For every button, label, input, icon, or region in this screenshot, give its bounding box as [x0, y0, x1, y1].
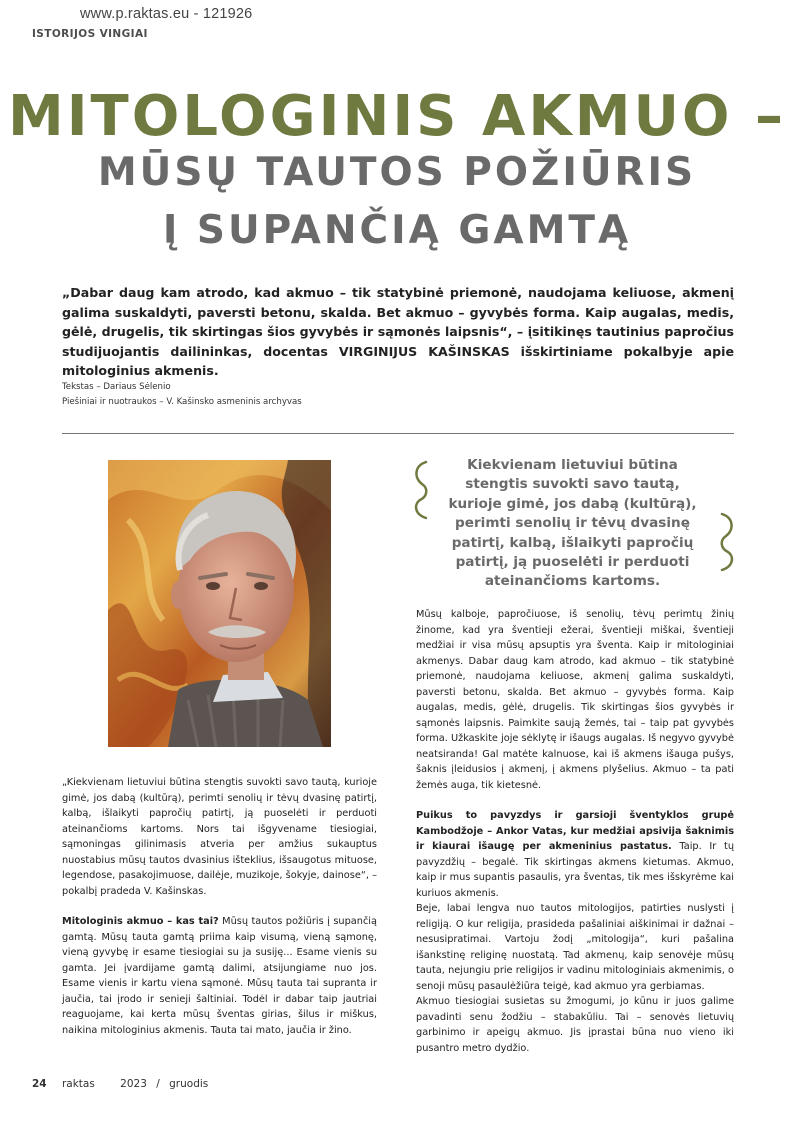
- left-paragraph-1: „Kiekvienam lietuviui būtina stengtis suvokti savo tautą, kurioje gimė, jos dabą (kultūrą), perimti senolių ir tėvų dvasinę patirtį, kalbą, išlaikyti papročių patirtį, ją puoselėti ir perduoti ateinančioms kartoms. Nors tai išgyvename tiesiogiai, sąmoningas gilinimasis atveria per amžius sukauptus nuostabius mūsų tautos dvasinius išteklius, išsaugotus mituose, legendose, pasakojimuose, dailėje, muzikoje, šokyje, dainose“, – pokalbį pradeda V. Kašinskas.: [62, 777, 377, 897]
- right-paragraph-2: [416, 808, 734, 901]
- divider: [62, 433, 734, 434]
- lead-name: VIRGINIJUS KAŠINSKAS: [338, 343, 510, 359]
- lead-text-after: išskirtiniame pokalbyje apie mitologinius akmenis.: [62, 343, 734, 378]
- quote-close-icon: [716, 512, 736, 572]
- credits: [62, 380, 302, 410]
- issue-year: 2023: [120, 1078, 147, 1090]
- pull-quote: Kiekvienam lietuviui būtina stengtis suvokti savo tautą, kurioje gimė, jos dabą (kultūrą), perimti senolių ir tėvų dvasinę patirtį, kalbą, išlaikyti papročių patirtį, ją puoselėti ir perduoti ateinančioms kartoms.: [448, 457, 697, 590]
- left-column: [62, 775, 377, 1038]
- issue-separator: /: [156, 1078, 160, 1090]
- right-paragraph-4: Akmuo tiesiogiai susietas su žmogumi, jo kūnu ir juos galime pavadinti senu žodžiu – stabakūliu. Tai – senovės lietuvių garbinimo ir apeigų akmuo. Jis įprastai būna nuo vieno iki pusantro metro dydžio.: [416, 996, 734, 1054]
- credit-text: Tekstas – Dariaus Sėlenio: [62, 382, 171, 392]
- magazine-name: raktas: [61, 1078, 95, 1090]
- lead-paragraph: [62, 283, 734, 381]
- title-line-2: MŪSŲ TAUTOS POŽIŪRIS: [97, 150, 697, 195]
- left-paragraph-2: [62, 914, 377, 1038]
- watermark: www.p.raktas.eu - 121926: [80, 6, 253, 22]
- title-line-1: MITOLOGINIS AKMUO –: [7, 84, 787, 149]
- page-number: 24: [32, 1078, 47, 1090]
- portrait-photo: [108, 460, 331, 747]
- lead-text-before: „Dabar daug kam atrodo, kad akmuo – tik statybinė priemonė, naudojama keliuose, akmenį galima suskaldyti, paversti betonu, skalda. Bet akmuo – gyvybės forma. Kaip augalas, medis, gėlė, drugelis, tik skirtingas šios gyvybės ir sąmonės laipsnis“, – įsitikinęs tautinius papročius studijuojantis dailininkas, docentas: [62, 285, 734, 359]
- right-column: [416, 607, 734, 1056]
- credit-photos: Piešiniai ir nuotraukos – V. Kašinsko asmeninis archyvas: [62, 397, 302, 407]
- portrait-illustration: [108, 460, 331, 747]
- right-subheading: Puikus to pavyzdys ir garsioji šventyklos grupė Kambodžoje – Ankor Vatas, kur medžiai apsivija šaknimis ir kiaurai išaugę per akmeninius pastatus.: [416, 810, 734, 852]
- issue-month: gruodis: [169, 1078, 209, 1090]
- right-paragraph-3: Beje, labai lengva nuo tautos mitologijos, patirties nuslysti į religiją. O kur religija, prasideda pašaliniai aiškinimai ir dažnai – nesusipratimai. Vartoju žodį „mitologija“, kuri pašalina išankstinę religinę nuostatą. Tad akmenų, kaip senovėje mūsų tauta, nejungiu prie religijos ir vadinu mitologiniais akmenimis, o senoji mūsų pasaulėžiūra teigė, kad akmuo yra gerbiamas.: [416, 903, 734, 992]
- left-paragraph-2-text: Mūsų tautos požiūris į supančią gamtą. Mūsų tauta gamtą priima kaip visumą, vieną sąmonę, vieną gyvybę ir esame tiesiogiai su ja susiję... Esame vienis su gamta. Jei įvardijame gamtą dalimi, atsijungiame nuo jos. Esame vienis ir kartu viena sąmonė. Mūsų tauta tai supranta ir jaučia, tai įrodo ir senieji šaltiniai. Todėl ir dabar taip jautriai reaguojame, kai kerta mūsų šventas girias, šilus ir miškus, naikina mitologinius akmenis. Tauta tai mato, jaučia ir žino.: [62, 916, 377, 1036]
- left-subheading: Mitologinis akmuo – kas tai?: [62, 916, 219, 927]
- quote-open-icon: [412, 460, 432, 520]
- footer: [32, 1078, 214, 1090]
- right-paragraph-2-text: Taip. Ir tų pavyzdžių – begalė. Tik skirtingas akmens kietumas. Akmuo, kaip ir mus supantis pasaulis, yra šventas, tik mes išskyrėme kai kuriuos akmenis.: [416, 841, 734, 899]
- right-paragraph-1: Mūsų kalboje, papročiuose, iš senolių, tėvų perimtų žinių žinome, kad yra šventieji ežerai, šventieji miškai, šventieji medžiai ir visa mūsų apsuptis yra šventa. Kaip ir mitologiniai akmenys. Dabar daug kam atrodo, kad akmuo – tik statybinė priemonė, naudojama keliuose, akmenį galima suskaldyti, paversti betonu, skalda. Bet akmuo – gyvybės forma. Kaip augalas, medis, gėlė, drugelis. Tik skirtingas šios gyvybės ir sąmonės laipsnis. Paimkite saują žemės, tai – taip pat gyvybės forma. Užkaskite joje sėklytę ir išaugs augalas. Iš negyvo gyvybė neatsiranda! Gal matėte kalnuose, kai iš akmens išauga pušys, šaknis įleidusios į akmenį, į akmens plyšelius. Akmuo – ta pati žemės auga, tik kietesnė.: [416, 609, 734, 791]
- section-label: ISTORIJOS VINGIAI: [32, 28, 148, 40]
- title-line-3: Į SUPANČIĄ GAMTĄ: [162, 208, 632, 253]
